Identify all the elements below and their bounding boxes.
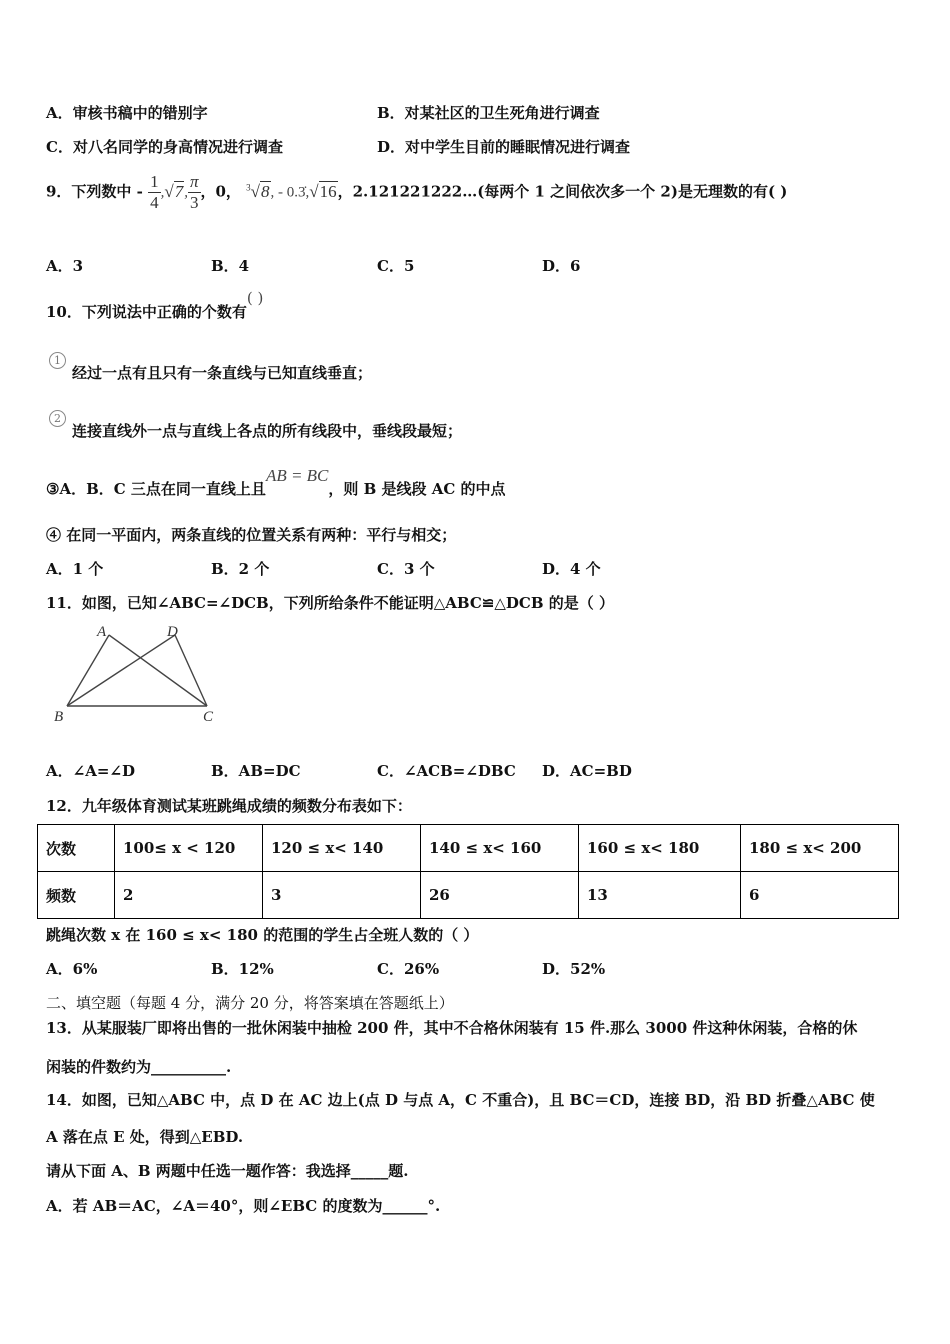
q10-item2-circle: 2 xyxy=(49,408,66,427)
q12-option-a: A．6% xyxy=(46,960,98,978)
q9-pi-num: π xyxy=(189,172,199,191)
q9-frac-den: 4 xyxy=(150,193,159,212)
label-c: C xyxy=(203,709,214,725)
q10-item1: 经过一点有且只有一条直线与已知直线垂直； xyxy=(72,364,373,382)
q12-subquestion: 跳绳次数 x 在 160 ≤ x< 180 的范围的学生占全班人数的（ ） xyxy=(46,926,479,944)
q10-lead: 10．下列说法中正确的个数有 xyxy=(46,303,247,321)
q10-item3 xyxy=(46,466,506,499)
q9-sqrt7: √7 xyxy=(164,181,184,201)
q10-option-c: C．3 个 xyxy=(377,560,435,578)
q9-option-c: C．5 xyxy=(377,257,415,275)
table-cell: 6 xyxy=(741,872,899,919)
q11-option-d: D．AC=BD xyxy=(542,762,632,780)
q10-item3-a: ③A．B．C 三点在同一直线上且 xyxy=(46,480,266,498)
q13-line1: 13．从某服装厂即将出售的一批休闲装中抽检 200 件，其中不合格休闲装有 15 件.那么 3000 件这种休闲装，合格的休 xyxy=(46,1019,858,1037)
table-cell: 13 xyxy=(579,872,741,919)
q11-option-b: B．AB=DC xyxy=(211,762,301,780)
q8-option-d: D．对中学生目前的睡眠情况进行调查 xyxy=(377,138,631,156)
table-cell: 3 xyxy=(263,872,421,919)
q9-option-a: A．3 xyxy=(46,257,84,275)
q12-option-c: C．26% xyxy=(377,960,440,978)
q9-question xyxy=(46,172,787,213)
q9-frac-num: 1 xyxy=(150,172,159,191)
q14-line2: A 落在点 E 处，得到△EBD. xyxy=(46,1128,244,1146)
q9-fraction-pi xyxy=(188,172,201,213)
q9-sqrt16: √16 xyxy=(309,181,337,201)
q9-fraction-quarter xyxy=(148,172,161,213)
q9-pi-den: 3 xyxy=(188,192,201,213)
q8-option-c: C．对八名同学的身高情况进行调查 xyxy=(46,138,283,156)
label-d: D xyxy=(167,624,178,640)
q9-cuberoot8: $^3$√8 xyxy=(246,181,270,201)
table-cell: 160 ≤ x< 180 xyxy=(579,825,741,872)
table-cell: 频数 xyxy=(38,872,115,919)
q10-item1-circle: 1 xyxy=(49,350,66,369)
q11-option-c: C．∠ACB=∠DBC xyxy=(377,762,516,780)
table-cell: 180 ≤ x< 200 xyxy=(741,825,899,872)
q10-item3-formula: AB = BC xyxy=(265,466,329,485)
table-cell: 120 ≤ x< 140 xyxy=(263,825,421,872)
q8-option-b: B．对某社区的卫生死角进行调查 xyxy=(377,104,600,122)
table-row-header xyxy=(38,825,899,872)
q9-sep2: , xyxy=(184,184,188,201)
q10-question xyxy=(46,289,264,322)
label-a: A xyxy=(97,624,107,640)
q10-item4: ④ 在同一平面内，两条直线的位置关系有两种：平行与相交； xyxy=(46,526,457,544)
table-cell: 2 xyxy=(115,872,263,919)
table-cell: 次数 xyxy=(38,825,115,872)
q14-line1: 14．如图，已知△ABC 中，点 D 在 AC 边上(点 D 与点 A，C 不重合)，且 BC＝CD，连接 BD，沿 BD 折叠△ABC 使 xyxy=(46,1091,875,1109)
q10-paren: ( ) xyxy=(246,289,264,307)
q12-question: 12．九年级体育测试某班跳绳成绩的频数分布表如下： xyxy=(46,797,412,815)
q9-option-d: D．6 xyxy=(542,257,581,275)
q10-option-a: A．1 个 xyxy=(46,560,104,578)
q12-option-d: D．52% xyxy=(542,960,606,978)
table-row-frequency xyxy=(38,872,899,919)
q9-tail: ，2.121221222…(每两个 1 之间依次多一个 2)是无理数的有( ) xyxy=(337,182,788,201)
q10-option-b: B．2 个 xyxy=(211,560,270,578)
q10-option-d: D．4 个 xyxy=(542,560,601,578)
q11-option-a: A．∠A=∠D xyxy=(46,762,135,780)
q11-triangle-figure xyxy=(50,620,230,728)
section-heading-fill-in: 二、填空题（每题 4 分，满分 20 分，将答案填在答题纸上） xyxy=(46,994,454,1012)
q9-minus-repeating: , - 0.3̇, xyxy=(270,184,310,201)
segment-ab xyxy=(67,635,109,706)
q9-after: ，0， xyxy=(200,182,241,201)
q13-line2: 闲装的件数约为__________. xyxy=(46,1058,232,1076)
q9-option-b: B．4 xyxy=(211,257,250,275)
segment-dc xyxy=(175,635,207,706)
table-cell: 140 ≤ x< 160 xyxy=(421,825,579,872)
frequency-table xyxy=(37,824,899,919)
table-cell: 26 xyxy=(421,872,579,919)
q9-sep1: , xyxy=(160,184,165,201)
q11-question: 11．如图，已知∠ABC=∠DCB，下列所给条件不能证明△ABC≌△DCB 的是（ ） xyxy=(46,594,614,612)
q10-item3-b: ，则 B 是线段 AC 的中点 xyxy=(328,480,506,498)
q10-item2: 连接直线外一点与直线上各点的所有线段中，垂线段最短； xyxy=(72,422,463,440)
q14-line3: 请从下面 A、B 两题中任选一题作答：我选择_____题. xyxy=(46,1162,409,1180)
q9-lead: 9．下列数中 - xyxy=(46,182,143,201)
q14-line4: A．若 AB＝AC，∠A＝40°，则∠EBC 的度数为______°. xyxy=(46,1197,441,1215)
q12-option-b: B．12% xyxy=(211,960,274,978)
table-cell: 100≤ x < 120 xyxy=(115,825,263,872)
label-b: B xyxy=(54,709,64,725)
q8-option-a: A．审核书稿中的错别字 xyxy=(46,104,208,122)
